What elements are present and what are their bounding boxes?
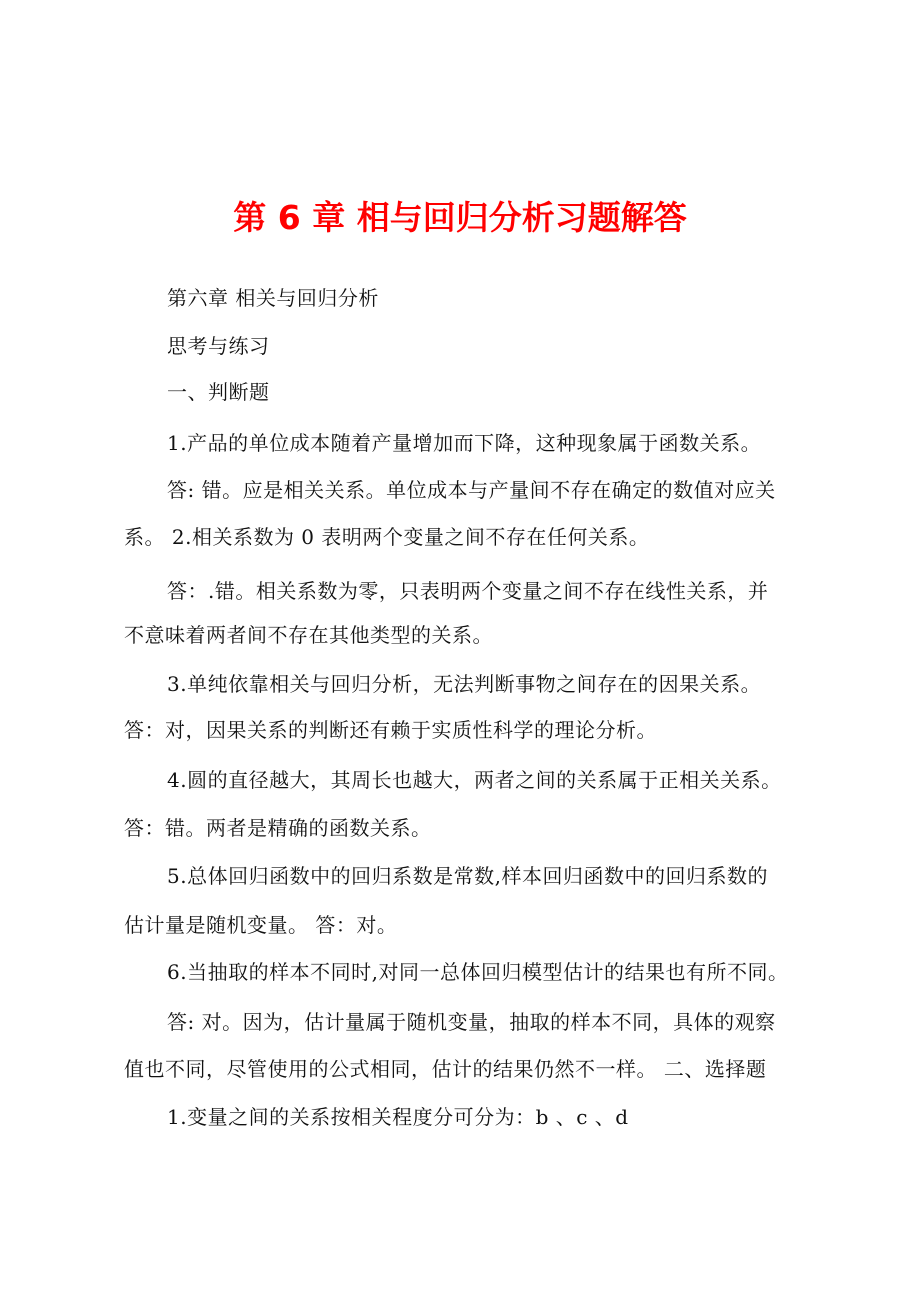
question-6: 6.当抽取的样本不同时,对同一总体回归模型估计的结果也有所不同。 xyxy=(167,960,789,984)
question-3: 3.单纯依靠相关与回归分析，无法判断事物之间存在的因果关系。 xyxy=(167,672,762,696)
choice-question-1: 1.变量之间的关系按相关程度分可分为：b 、c 、d xyxy=(167,1105,629,1129)
question-5-line-1: 5.总体回归函数中的回归系数是常数,样本回归函数中的回归系数的 xyxy=(167,864,768,888)
question-5-line-2: 估计量是随机变量。 答：对。 xyxy=(124,913,398,937)
answer-2-line-2: 不意味着两者间不存在其他类型的关系。 xyxy=(124,623,493,647)
answer-6-line-2: 值也不同，尽管使用的公式相同，估计的结果仍然不一样。 二、选择题 xyxy=(124,1057,767,1081)
answer-6-line-1: 答: 对。因为，估计量属于随机变量，抽取的样本不同，具体的观察 xyxy=(167,1010,776,1034)
answer-1-line-1: 答: 错。应是相关关系。单位成本与产量间不存在确定的数值对应关 xyxy=(167,478,776,502)
answer-2-line-1: 答：.错。相关系数为零，只表明两个变量之间不存在线性关系，并 xyxy=(167,579,769,603)
question-4: 4.圆的直径越大，其周长也越大，两者之间的关系属于正相关关系。 xyxy=(167,768,782,792)
subsection-heading: 一、判断题 xyxy=(167,380,270,404)
chapter-heading: 第六章 相关与回归分析 xyxy=(167,286,379,310)
question-1: 1.产品的单位成本随着产量增加而下降，这种现象属于函数关系。 xyxy=(167,431,762,455)
answer-4: 答：错。两者是精确的函数关系。 xyxy=(124,816,432,840)
answer-1-line-2: 系。 2.相关系数为 0 表明两个变量之间不存在任何关系。 xyxy=(124,525,650,549)
answer-3: 答：对，因果关系的判断还有赖于实质性科学的理论分析。 xyxy=(124,718,657,742)
section-heading: 思考与练习 xyxy=(167,334,270,358)
page-title: 第 6 章 相与回归分析习题解答 xyxy=(233,198,687,237)
